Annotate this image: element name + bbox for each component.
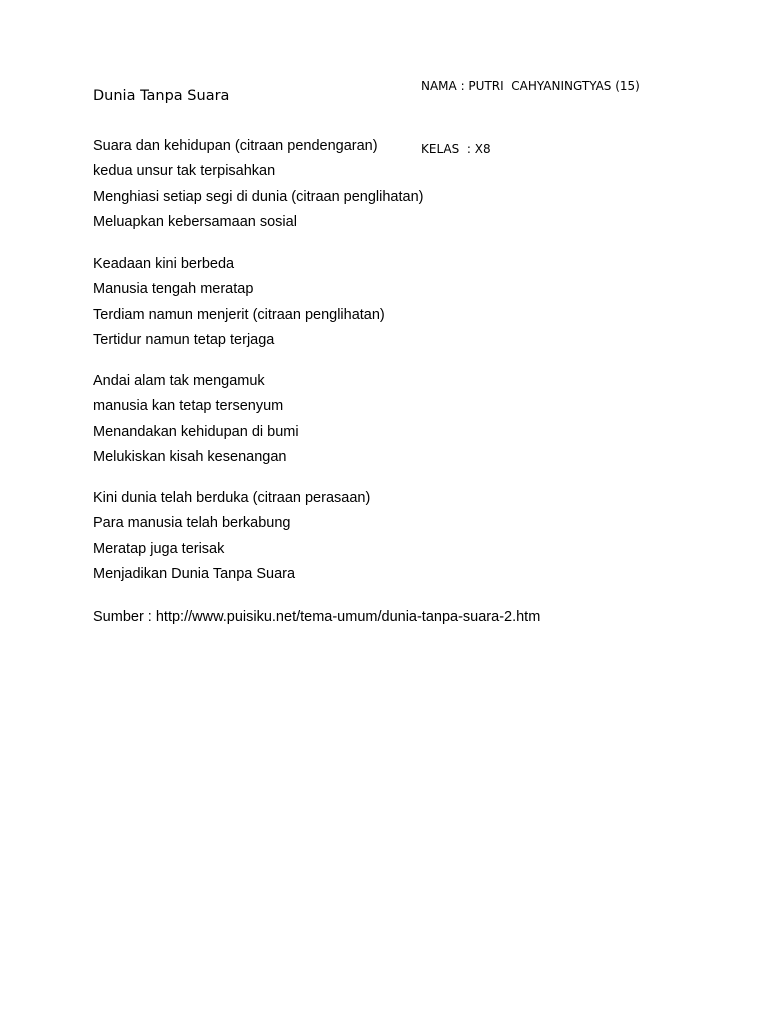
poem-line: Meratap juga terisak xyxy=(93,540,225,557)
source-citation: Sumber : http://www.puisiku.net/tema-umum/dunia-tanpa-suara-2.htm xyxy=(93,609,541,625)
student-class: KELAS : X8 xyxy=(421,142,491,156)
poem-line: Para manusia telah berkabung xyxy=(93,515,291,532)
student-name: NAMA : PUTRI CAHYANINGTYAS (15) xyxy=(421,79,640,93)
poem-line: Melukiskan kisah kesenangan xyxy=(93,448,287,465)
poem-line: Meluapkan kebersamaan sosial xyxy=(93,213,297,230)
poem-line: Menjadikan Dunia Tanpa Suara xyxy=(93,565,296,582)
poem-line: Andai alam tak mengamuk xyxy=(93,373,265,389)
poem-line: Kini dunia telah berduka (citraan perasaan) xyxy=(93,490,371,506)
stanza-3 xyxy=(93,369,299,470)
stanza-2 xyxy=(93,252,385,353)
poem-line: Suara dan kehidupan (citraan pendengaran) xyxy=(93,138,378,154)
poem-line: Tertidur namun tetap terjaga xyxy=(93,331,275,348)
poem-line: Keadaan kini berbeda xyxy=(93,256,235,272)
stanza-4 xyxy=(93,486,370,587)
poem-line: Menandakan kehidupan di bumi xyxy=(93,423,299,440)
poem-line: kedua unsur tak terpisahkan xyxy=(93,163,276,180)
poem-line: Terdiam namun menjerit (citraan penglihatan) xyxy=(93,306,385,323)
student-info-header xyxy=(421,34,640,181)
stanza-1 xyxy=(93,134,423,235)
poem-line: Manusia tengah meratap xyxy=(93,281,254,298)
poem-line: manusia kan tetap tersenyum xyxy=(93,398,284,415)
poem-title: Dunia Tanpa Suara xyxy=(93,88,230,104)
poem-line: Menghiasi setiap segi di dunia (citraan penglihatan) xyxy=(93,188,424,205)
